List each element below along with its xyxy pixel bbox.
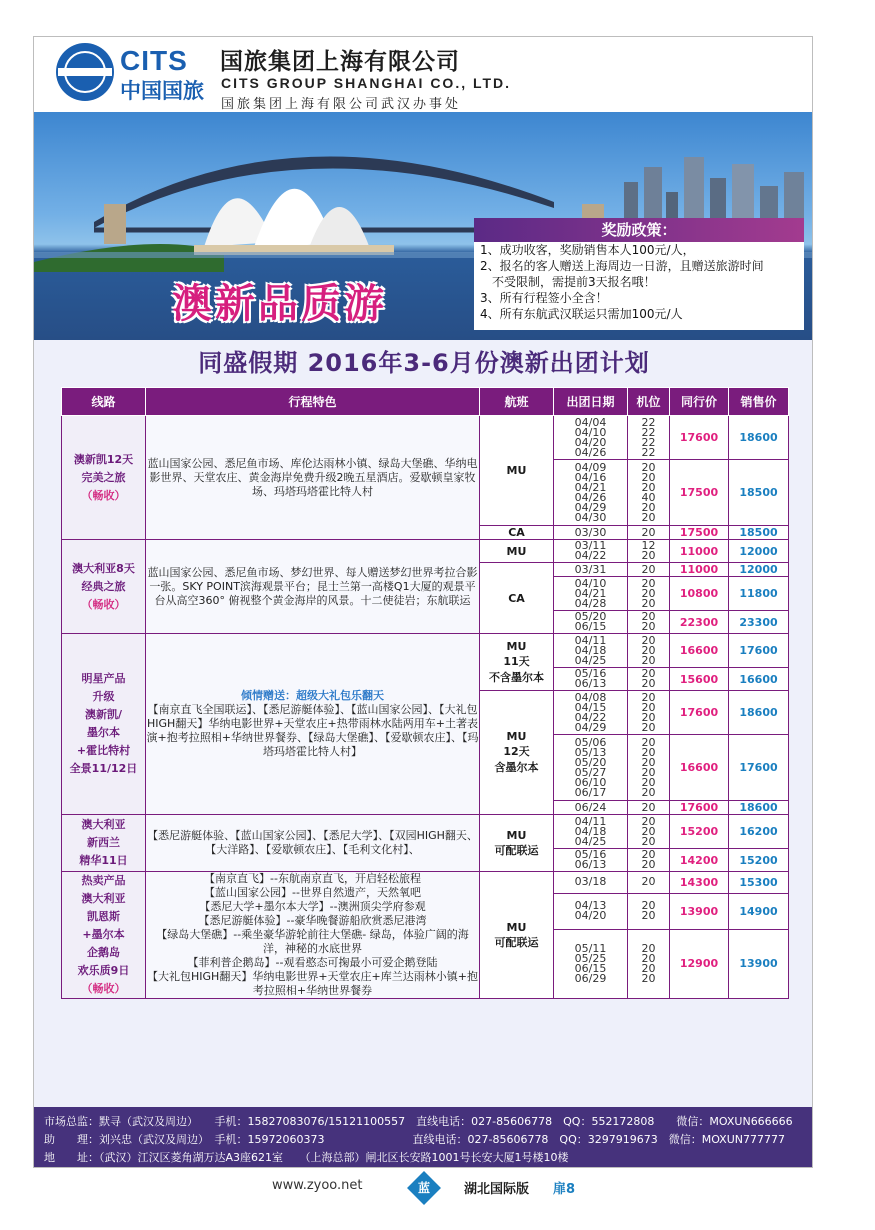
- flight-name-line: CA: [508, 591, 525, 605]
- contact-line: 助 理：刘兴忠（武汉及周边） 手机：15972060373 直线电话：027-85606778 QQ：3297919673 微信：MOXUN777777: [44, 1133, 785, 1146]
- seat-count: 22: [641, 415, 656, 429]
- itinerary-text: 【绿岛大堡礁】--乘坐豪华游轮前往大堡礁- 绿岛，体验广阔的海洋，神秘的水底世界: [156, 928, 469, 955]
- header: [34, 37, 813, 112]
- seat-count: 20: [641, 899, 656, 913]
- seat-count: 22: [641, 445, 656, 459]
- departure-date: 04/13: [574, 899, 607, 913]
- departure-date: 05/25: [574, 951, 607, 965]
- seat-count: 12: [641, 539, 656, 552]
- departure-dates-cell: [554, 929, 628, 998]
- seat-count: 20: [641, 875, 656, 889]
- seats-cell: [628, 801, 670, 815]
- departure-dates-cell: [554, 416, 628, 460]
- itinerary-text: 蓝山国家公园、悉尼鱼市场、库伦达雨林小镇、绿岛大堡礁、华纳电影世界、天堂农庄、黄金海岸免费升级2晚五星酒店。爱歇顿皇家牧场、玛塔玛塔霍比特人村: [147, 456, 478, 498]
- flight-name-line: 含墨尔本: [494, 761, 539, 774]
- route-cell: [62, 815, 146, 872]
- reward-item: 不受限制，需提前3天报名哦！: [480, 275, 656, 289]
- peer-price: 13900: [670, 893, 729, 929]
- departure-date: 06/13: [574, 677, 607, 690]
- contact-line: 市场总监：默寻（武汉及周边） 手机：15827083076/15121100557 直线电话：027-85606778 QQ：552172808 微信：MOXUN666666: [44, 1115, 793, 1128]
- reward-item: 2、报名的客人赠送上海周边一日游，且赠送旅游时间: [480, 259, 764, 273]
- seat-count: 20: [641, 909, 656, 923]
- plan-title: 同盛假期 2016年3-6月份澳新出团计划: [198, 349, 650, 377]
- departure-date: 05/11: [574, 941, 607, 955]
- seat-count: 20: [641, 549, 656, 562]
- website[interactable]: www.zyoo.net: [272, 1178, 363, 1193]
- company-name-cn: 国旅集团上海有限公司: [220, 49, 460, 75]
- seat-count: 20: [641, 480, 656, 494]
- seats-cell: [628, 416, 670, 460]
- departure-date: 06/15: [574, 620, 607, 633]
- seat-count: 20: [641, 525, 656, 539]
- departure-dates-cell: [554, 815, 628, 849]
- route-line: 明星产品: [81, 672, 126, 685]
- itinerary-text: 【南京直飞】--东航南京直飞，开启轻松旅程: [204, 872, 421, 885]
- departure-date: 05/20: [574, 610, 607, 623]
- cits-globe-icon: [56, 43, 114, 101]
- column-header: 出团日期: [554, 388, 628, 416]
- seats-cell: [628, 563, 670, 577]
- departure-date: 04/21: [574, 480, 607, 494]
- departure-date: 04/16: [574, 470, 607, 484]
- table-row: [62, 872, 789, 894]
- sale-price: 18600: [729, 801, 789, 815]
- departure-date: 03/11: [574, 539, 607, 552]
- logo-cn: 中国国旅: [120, 79, 204, 103]
- seat-count: 20: [641, 710, 656, 724]
- reward-item: 3、所有行程签小全含！: [480, 291, 608, 305]
- seats-cell: [628, 929, 670, 998]
- seat-count: 20: [641, 735, 656, 749]
- departure-date: 04/29: [574, 500, 607, 514]
- page-number: 扉8: [553, 1182, 576, 1197]
- departure-dates-cell: [554, 872, 628, 894]
- flight-cell: [480, 691, 554, 815]
- route-line: 热卖产品: [81, 874, 126, 887]
- flight-name-line: MU: [506, 730, 527, 743]
- departure-date: 04/26: [574, 445, 607, 459]
- seat-count: 20: [641, 700, 656, 714]
- seats-cell: [628, 849, 670, 872]
- seat-count: 20: [641, 834, 656, 848]
- departure-date: 04/25: [574, 653, 607, 667]
- seat-count: 20: [641, 576, 656, 590]
- seat-count: 20: [641, 720, 656, 734]
- column-header: 行程特色: [146, 388, 480, 416]
- peer-price: 17500: [670, 460, 729, 526]
- seat-count: 20: [641, 470, 656, 484]
- peer-price: 15200: [670, 815, 729, 849]
- peer-price: 17500: [670, 526, 729, 540]
- flyer: [33, 36, 813, 1168]
- itinerary-cell: [146, 815, 480, 872]
- office-name: 国旅集团上海有限公司武汉办事处: [221, 97, 462, 112]
- departure-date: 04/09: [574, 460, 607, 474]
- flight-name-line: MU: [506, 544, 527, 558]
- peer-price: 17600: [670, 691, 729, 735]
- column-header: 航班: [480, 388, 554, 416]
- sale-price: 13900: [729, 929, 789, 998]
- departure-date: 04/25: [574, 834, 607, 848]
- gift-note: 倾情赠送：超级大礼包乐翻天: [241, 689, 384, 702]
- seat-count: 20: [641, 500, 656, 514]
- flight-name-line: MU: [506, 639, 527, 653]
- seat-count: 20: [641, 941, 656, 955]
- sale-price: 17600: [729, 634, 789, 668]
- route-line: 墨尔本: [87, 726, 120, 739]
- seat-count: 20: [641, 745, 656, 759]
- route-cell: [62, 416, 146, 540]
- peer-price: 11000: [670, 540, 729, 563]
- route-line: 企鹅岛: [87, 946, 120, 959]
- itinerary-text: 【南京直飞全国联运】、【悉尼游艇体验】、【蓝山国家公园】、【大礼包HIGH翻天】华纳电影世界+天堂农庄+热带雨林水陆两用车+土著表演+抱考拉照相+华纳世界餐券、【绿岛大堡礁】、【爱歇顿农庄】、【玛塔玛塔霍比特人村】: [146, 703, 479, 758]
- reward-item: 1、成功收客，奖励销售本人100元/人，: [480, 243, 695, 257]
- departure-dates-cell: [554, 577, 628, 611]
- sale-price: 18500: [729, 526, 789, 540]
- table-row: [62, 540, 789, 563]
- address-line: 地 址：（武汉）江汉区菱角湖万达A3座621室 （上海总部）闸北区长安路1001号长安大厦1号楼10楼: [44, 1151, 569, 1164]
- route-line: 澳大利亚8天: [72, 561, 135, 575]
- flight-name-line: 可配联运: [494, 935, 539, 949]
- departure-dates-cell: [554, 691, 628, 735]
- logo-text: CITS: [120, 45, 188, 76]
- peer-price: 17600: [670, 416, 729, 460]
- departure-date: 05/13: [574, 745, 607, 759]
- flight-name-line: MU: [506, 920, 527, 934]
- table-header-row: [62, 388, 789, 416]
- column-header: 销售价: [729, 388, 789, 416]
- peer-price: 11000: [670, 563, 729, 577]
- departure-date: 04/22: [574, 710, 607, 724]
- seat-count: 20: [641, 858, 656, 871]
- seat-count: 20: [641, 586, 656, 600]
- reward-item: 4、所有东航武汉联运只需加100元/人: [480, 307, 683, 321]
- peer-price: 22300: [670, 611, 729, 634]
- seat-count: 20: [641, 800, 656, 814]
- peer-price: 12900: [670, 929, 729, 998]
- departure-date: 04/26: [574, 490, 607, 504]
- departure-date: 04/29: [574, 720, 607, 734]
- route-line: 澳新凯/: [84, 708, 123, 721]
- contact-footer: [34, 1107, 813, 1168]
- sale-price: 17600: [729, 735, 789, 801]
- seat-count: 20: [641, 775, 656, 789]
- seats-cell: [628, 460, 670, 526]
- sale-price: 12000: [729, 540, 789, 563]
- sale-price: 23300: [729, 611, 789, 634]
- seat-count: 20: [641, 848, 656, 861]
- seat-count: 20: [641, 824, 656, 838]
- seats-cell: [628, 540, 670, 563]
- tour-schedule-table: [61, 387, 789, 999]
- seat-count: 20: [641, 765, 656, 779]
- seat-count: 20: [641, 460, 656, 474]
- departure-date: 06/17: [574, 785, 607, 799]
- route-cell: [62, 540, 146, 634]
- seat-count: 20: [641, 785, 656, 799]
- reward-title: 奖励政策：: [474, 218, 804, 242]
- peer-price: 14200: [670, 849, 729, 872]
- sale-price: 15200: [729, 849, 789, 872]
- departure-dates-cell: [554, 668, 628, 691]
- seats-cell: [628, 735, 670, 801]
- seat-count: 20: [641, 971, 656, 985]
- route-line: 新西兰: [87, 836, 120, 849]
- seat-count: 20: [641, 814, 656, 828]
- departure-date: 04/08: [574, 690, 607, 704]
- seat-count: 22: [641, 425, 656, 439]
- departure-date: 06/15: [574, 961, 607, 975]
- route-line: 精华11日: [79, 854, 128, 867]
- peer-price: 16600: [670, 735, 729, 801]
- seat-count: 22: [641, 435, 656, 449]
- sale-price: 14900: [729, 893, 789, 929]
- departure-dates-cell: [554, 634, 628, 668]
- flight-cell: [480, 526, 554, 540]
- seats-cell: [628, 577, 670, 611]
- column-header: 机位: [628, 388, 670, 416]
- departure-dates-cell: [554, 460, 628, 526]
- peer-price: 16600: [670, 634, 729, 668]
- departure-date: 06/29: [574, 971, 607, 985]
- flight-cell: [480, 872, 554, 999]
- seat-count: 20: [641, 562, 656, 576]
- departure-date: 04/04: [574, 415, 607, 429]
- departure-date: 03/30: [574, 525, 607, 539]
- itinerary-text: 【悉尼游艇体验、【蓝山国家公园】、【悉尼大学】、【双园HIGH翻天、【大洋路】、【爱歇顿农庄】、【毛利文化村】、: [147, 829, 478, 856]
- seat-count: 20: [641, 677, 656, 690]
- peer-price: 17600: [670, 801, 729, 815]
- departure-date: 04/11: [574, 814, 607, 828]
- departure-dates-cell: [554, 849, 628, 872]
- seat-count: 20: [641, 961, 656, 975]
- departure-dates-cell: [554, 526, 628, 540]
- peer-price: 10800: [670, 577, 729, 611]
- peer-price: 15600: [670, 668, 729, 691]
- itinerary-cell: [146, 540, 480, 634]
- route-line: 完美之旅: [81, 470, 126, 484]
- sale-price: 15300: [729, 872, 789, 894]
- departure-date: 03/18: [574, 875, 607, 889]
- route-line: 凯恩斯: [87, 910, 120, 923]
- departure-date: 04/28: [574, 596, 607, 610]
- itinerary-text: 【菲利普企鹅岛】--观看憨态可掬最小可爱企鹅登陆: [187, 956, 438, 969]
- flight-name-line: MU: [506, 464, 527, 477]
- departure-date: 04/20: [574, 909, 607, 923]
- seats-cell: [628, 893, 670, 929]
- itinerary-text: 【蓝山国家公园】--世界自然遗产，天然氧吧: [204, 886, 421, 899]
- column-header: 线路: [62, 388, 146, 416]
- itinerary-text: 【大礼包HIGH翻天】华纳电影世界+天堂农庄+库兰达雨林小镇+抱考拉照相+华纳世界餐券: [147, 970, 478, 997]
- edition-seal-icon: 蓝: [407, 1171, 441, 1205]
- reward-panel: [474, 218, 804, 330]
- departure-date: 05/16: [574, 667, 607, 680]
- itinerary-cell: [146, 872, 480, 999]
- sale-price: 12000: [729, 563, 789, 577]
- departure-date: 05/27: [574, 765, 607, 779]
- sale-price: 18500: [729, 460, 789, 526]
- departure-date: 06/10: [574, 775, 607, 789]
- sold-status: （畅收）: [81, 982, 126, 995]
- sale-price: 18600: [729, 691, 789, 735]
- flight-name-line: MU: [506, 828, 527, 842]
- sale-price: 11800: [729, 577, 789, 611]
- route-line: 升级: [92, 690, 115, 703]
- route-line: +霍比特村: [76, 744, 131, 757]
- sold-status: （畅收）: [81, 597, 126, 611]
- departure-date: 04/15: [574, 700, 607, 714]
- route-line: 澳新凯12天: [73, 452, 134, 466]
- flight-cell: [480, 563, 554, 634]
- seat-count: 20: [641, 610, 656, 623]
- route-line: 全景11/12日: [69, 762, 138, 775]
- departure-date: 04/20: [574, 435, 607, 449]
- flight-name-line: 11天: [503, 654, 530, 668]
- seat-count: 20: [641, 596, 656, 610]
- departure-date: 04/11: [574, 633, 607, 647]
- seat-count: 20: [641, 633, 656, 647]
- table-row: [62, 815, 789, 849]
- flight-name-line: 可配联运: [494, 843, 539, 857]
- sale-price: 18600: [729, 416, 789, 460]
- itinerary-text: 【悉尼大学+墨尔本大学】--澳洲顶尖学府参观: [199, 900, 426, 913]
- departure-dates-cell: [554, 611, 628, 634]
- seats-cell: [628, 611, 670, 634]
- flight-cell: [480, 634, 554, 691]
- flight-cell: [480, 815, 554, 872]
- route-cell: [62, 872, 146, 999]
- departure-date: 04/10: [574, 576, 607, 590]
- table-row: [62, 634, 789, 668]
- departure-date: 04/18: [574, 824, 607, 838]
- sale-price: 16600: [729, 668, 789, 691]
- itinerary-text: 【悉尼游艇体验】--豪华晚餐游船欣赏悉尼港湾: [198, 914, 427, 927]
- edition-label: 湖北国际版: [464, 1182, 530, 1197]
- route-cell: [62, 634, 146, 815]
- column-header: 同行价: [670, 388, 729, 416]
- seats-cell: [628, 668, 670, 691]
- seat-count: 20: [641, 510, 656, 524]
- route-line: +墨尔本: [82, 928, 125, 941]
- departure-dates-cell: [554, 563, 628, 577]
- departure-date: 06/13: [574, 858, 607, 871]
- seats-cell: [628, 526, 670, 540]
- seat-count: 20: [641, 667, 656, 680]
- departure-dates-cell: [554, 801, 628, 815]
- departure-date: 04/18: [574, 643, 607, 657]
- flight-cell: [480, 540, 554, 563]
- seat-count: 20: [641, 620, 656, 633]
- departure-dates-cell: [554, 735, 628, 801]
- departure-date: 05/06: [574, 735, 607, 749]
- sale-price: 16200: [729, 815, 789, 849]
- departure-date: 03/31: [574, 562, 607, 576]
- departure-dates-cell: [554, 893, 628, 929]
- seat-count: 20: [641, 653, 656, 667]
- seat-count: 20: [641, 643, 656, 657]
- departure-date: 06/24: [574, 800, 607, 814]
- seat-count: 20: [641, 755, 656, 769]
- itinerary-cell: [146, 634, 480, 815]
- hero-banner: [34, 112, 813, 340]
- seat-count: 20: [641, 951, 656, 965]
- departure-dates-cell: [554, 540, 628, 563]
- itinerary-cell: [146, 416, 480, 540]
- route-line: 澳大利亚: [81, 892, 126, 905]
- flight-name-line: CA: [508, 526, 525, 539]
- route-line: 欢乐质9日: [77, 964, 130, 977]
- departure-date: 04/30: [574, 510, 607, 524]
- seats-cell: [628, 691, 670, 735]
- seat-count: 20: [641, 690, 656, 704]
- departure-date: 04/21: [574, 586, 607, 600]
- seat-count: 40: [641, 490, 656, 504]
- flight-name-line: 12天: [503, 745, 530, 758]
- departure-date: 05/16: [574, 848, 607, 861]
- flight-cell: [480, 416, 554, 526]
- hero-title: 澳新品质游: [172, 281, 387, 327]
- departure-date: 05/20: [574, 755, 607, 769]
- sold-status: （畅收）: [81, 488, 126, 502]
- seats-cell: [628, 872, 670, 894]
- table-row: [62, 416, 789, 460]
- itinerary-text: 蓝山国家公园、悉尼鱼市场、梦幻世界、每人赠送梦幻世界考拉合影一张。SKY POINT滨海观景平台；昆士兰第一高楼Q1大厦的观景平台从高空360° 俯视整个黄金海岸的风景。十二使徒岩；东航联运: [147, 565, 478, 607]
- route-line: 澳大利亚: [81, 818, 126, 831]
- peer-price: 14300: [670, 872, 729, 894]
- seats-cell: [628, 815, 670, 849]
- route-line: 经典之旅: [81, 579, 126, 593]
- departure-date: 04/22: [574, 549, 607, 562]
- company-name-en: CITS GROUP SHANGHAI CO., LTD.: [221, 75, 512, 91]
- flight-name-line: 不含墨尔本: [489, 670, 544, 684]
- seats-cell: [628, 634, 670, 668]
- departure-date: 04/10: [574, 425, 607, 439]
